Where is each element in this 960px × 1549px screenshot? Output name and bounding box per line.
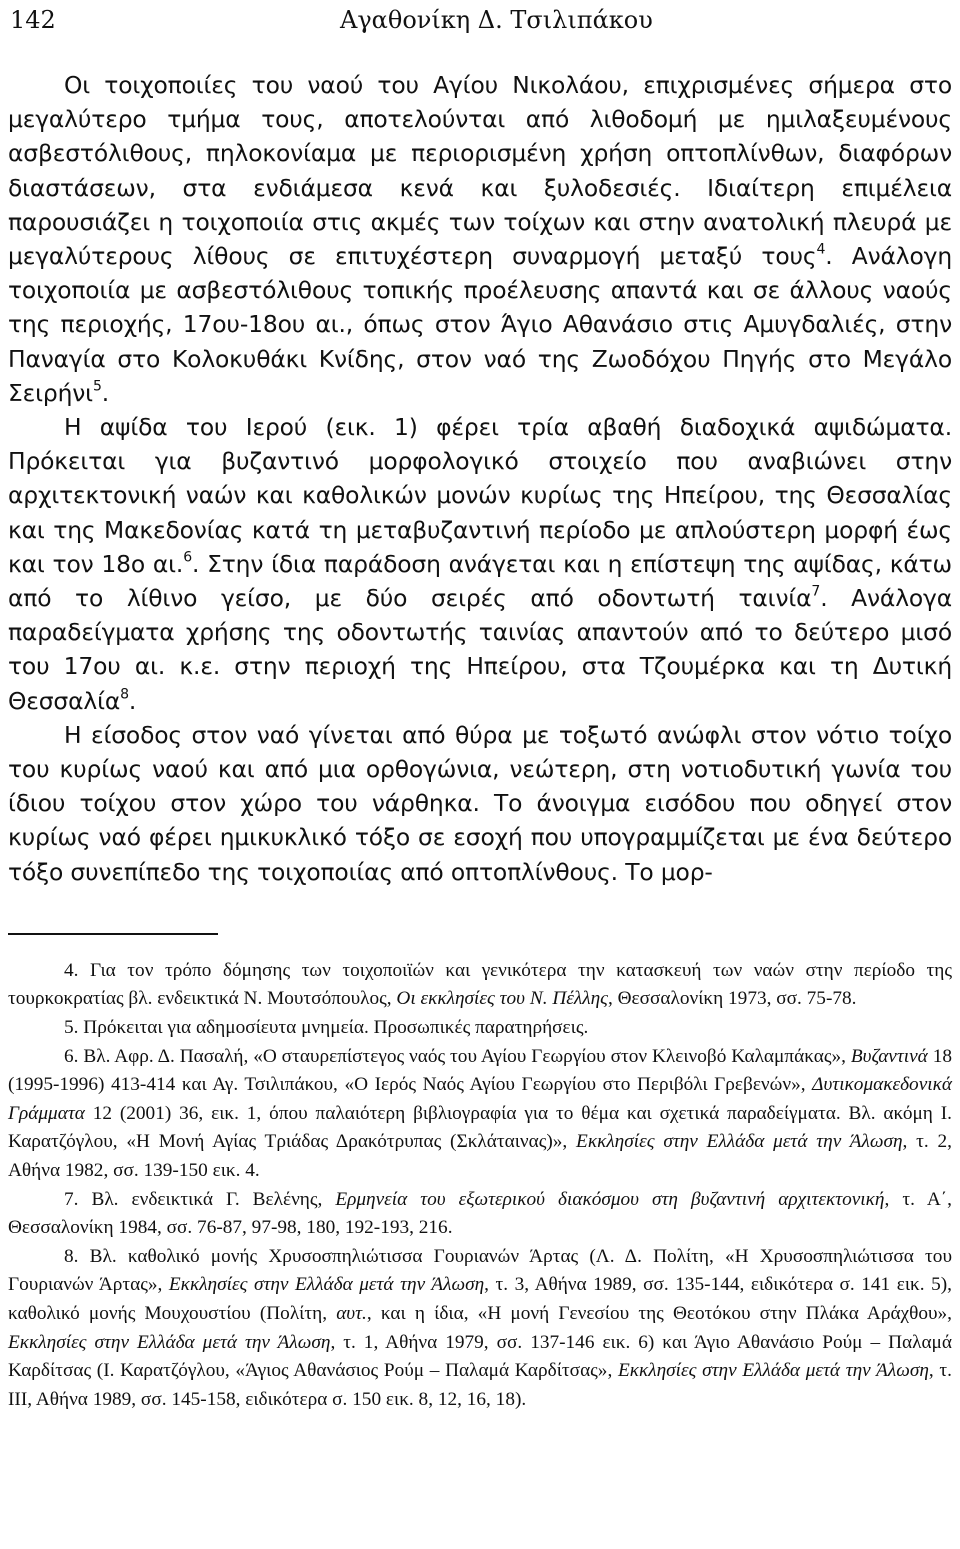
paragraph-walls: Οι τοιχοποιίες του ναού του Αγίου Νικολάου, επιχρισμένες σήμερα στο μεγαλύτερο τμήμα τους, αποτελούνται από λιθοδομή με ημιλαξευμένους ασβεστόλιθους, πηλοκονίαμα με περιορισμένη χρήση οπτοπλίνθων, διαφόρων διαστάσεων, στα ενδιάμεσα κενά και ξυλοδεσιές. Ιδιαίτερη επιμέλεια παρουσιάζει η τοιχοποιία στις ακμές των τοίχων και στην ανατολική πλευρά με μεγαλύτερους λίθους σε επιτυχέστερη συναρμογή μεταξύ τους$^4$. Ανάλογη τοιχοποιία με ασβεστόλιθους τοπικής προέλευσης απαντά και σε άλλους ναούς της περιοχής, 17ου-18ου αι., όπως στον Άγιο Αθανάσιο στις Αμυγδαλιές, στην Παναγία στο Κολοκυθάκι Κνίδης, στον ναό της Ζωοδόχου Πηγής στο Μεγάλο Σειρήνι$^5$. xyxy=(8,71,952,407)
paragraph-entrance: Η είσοδος στον ναό γίνεται από θύρα με τοξωτό ανώφλι στον νότιο τοίχο του κυρίως ναού και από μια ορθογώνια, νεώτερη, στη νοτιοδυτική γωνία του ίδιου τοίχου στον χώρο του νάρθηκα. Το άνοιγμα εισόδου που οδηγεί στον κυρίως ναό φέρει ημικυκλικό τόξο σε εσοχή που υπογραμμίζεται με ένα δεύτερο τόξο συνεπίπεδο της τοιχοποιίας από οπτοπλίνθους. Το μορ- xyxy=(8,720,952,886)
footnote-ref-6: 6 xyxy=(183,549,192,566)
page-number: 142 xyxy=(10,6,56,34)
main-text xyxy=(8,68,952,889)
paragraph-apse: Η αψίδα του Ιερού (εικ. 1) φέρει τρία αβαθή διαδοχικά αψιδώματα. Πρόκειται για βυζαντινό μορφολογικό στοιχείο που αναβιώνει στην αρχιτεκτονική ναών και καθολικών μονών κυρίως της Ηπείρου, της Θεσσαλίας και της Μακεδονίας κατά τη μεταβυζαντινή περίοδο με απλούστερη μορφή έως και τον 18ο αι.$^6$. Στην ίδια παράδοση ανάγεται και η επίστεψη της αψίδας, κάτω από το λίθινο γείσο, με δύο σειρές από οδοντωτή ταινία$^7$. Ανάλογα παραδείγματα χρήσης της οδοντωτής ταινίας απαντούν από το δεύτερο μισό του 17ου αι. κ.ε. στην περιοχή της Ηπείρου, στα Τζουμέρκα και τη Δυτική Θεσσαλία$^8$. xyxy=(8,413,953,715)
footnote-ref-4: 4 xyxy=(816,241,826,258)
running-title: Αγαθονίκη Δ. Τσιλιπάκου xyxy=(340,6,653,34)
footnote-8: 8. Βλ. καθολικό μονής Χρυσοσπηλιώτισσα Γουριανών Άρτας (Λ. Δ. Πολίτη, «Η Χρυσοσπηλιώτισσα του Γουριανών Άρτας», Εκκλησίες στην Ελλάδα μετά την Άλωση, τ. 3, Αθήνα 1989, σσ. 135-144, ειδικότερα σ. 141 εικ. 5), καθολικό μονής Μουχουστίου (Πολίτη, αυτ., και η ίδια, «Η μονή Γενεσίου της Θεοτόκου στην Πλάκα Αράχθου», Εκκλησίες στην Ελλάδα μετά την Άλωση, τ. 1, Αθήνα 1979, σσ. 137-146 εικ. 6) και Άγιο Αθανάσιο Ρούμ – Παλαμά Καρδίτσας (Ι. Καρατζόγλου, «Άγιος Αθανάσιος Ρούμ – Παλαμά Καρδίτσας», Εκκλησίες στην Ελλάδα μετά την Άλωση, τ. ΙΙΙ, Αθήνα 1989, σσ. 145-158, ειδικότερα σ. 150 εικ. 8, 12, 16, 18). xyxy=(8,1245,952,1410)
footnote-6: 6. Βλ. Αφρ. Δ. Πασαλή, «Ο σταυρεπίστεγος ναός του Αγίου Γεωργίου στον Κλεινοβό Καλαμπάκας», Βυζαντινά 18 (1995-1996) 413-414 και Αγ. Τσιλιπάκου, «Ο Ιερός Ναός Αγίου Γεωργίου στο Περιβόλι Γρεβενών», Δυτικομακεδονικά Γράμματα 12 (2001) 36, εικ. 1, όπου παλαιότερη βιβλιογραφία για το θέμα και σχετικά παραδείγματα. Βλ. ακόμη Ι. Καρατζόγλου, «Η Μονή Αγίας Τριάδας Δρακότρυπας (Σκλάταινας)», Εκκλησίες στην Ελλάδα μετά την Άλωση, τ. 2, Αθήνα 1982, σσ. 139-150 εικ. 4. xyxy=(8,1045,952,1182)
footnote-ref-8: 8 xyxy=(120,686,129,703)
footnote-4: 4. Για τον τρόπο δόμησης των τοιχοποιϊών και γενικότερα την κατασκευή των ναών στην περίοδο της τουρκοκρατίας βλ. ενδεικτικά Ν. Μουτσόπουλος, Οι εκκλησίες του Ν. Πέλλης, Θεσσαλονίκη 1973, σσ. 75-78. xyxy=(8,959,952,1010)
footnote-ref-5: 5 xyxy=(92,378,102,395)
footnote-5: 5. Πρόκειται για αδημοσίευτα μνημεία. Προσωπικές παρατηρήσεις. xyxy=(64,1017,589,1039)
footnote-separator xyxy=(8,933,218,935)
book-page xyxy=(8,0,952,1414)
running-head xyxy=(8,0,952,44)
footnote-ref-7: 7 xyxy=(811,583,821,600)
footnote-7: 7. Βλ. ενδεικτικά Γ. Βελένης, Ερμηνεία του εξωτερικού διακόσμου στη βυζαντινή αρχιτεκτονική, τ. Α΄, Θεσσαλονίκη 1984, σσ. 76-87, 97-98, 180, 192-193, 216. xyxy=(8,1188,952,1239)
footnotes xyxy=(8,957,952,1415)
